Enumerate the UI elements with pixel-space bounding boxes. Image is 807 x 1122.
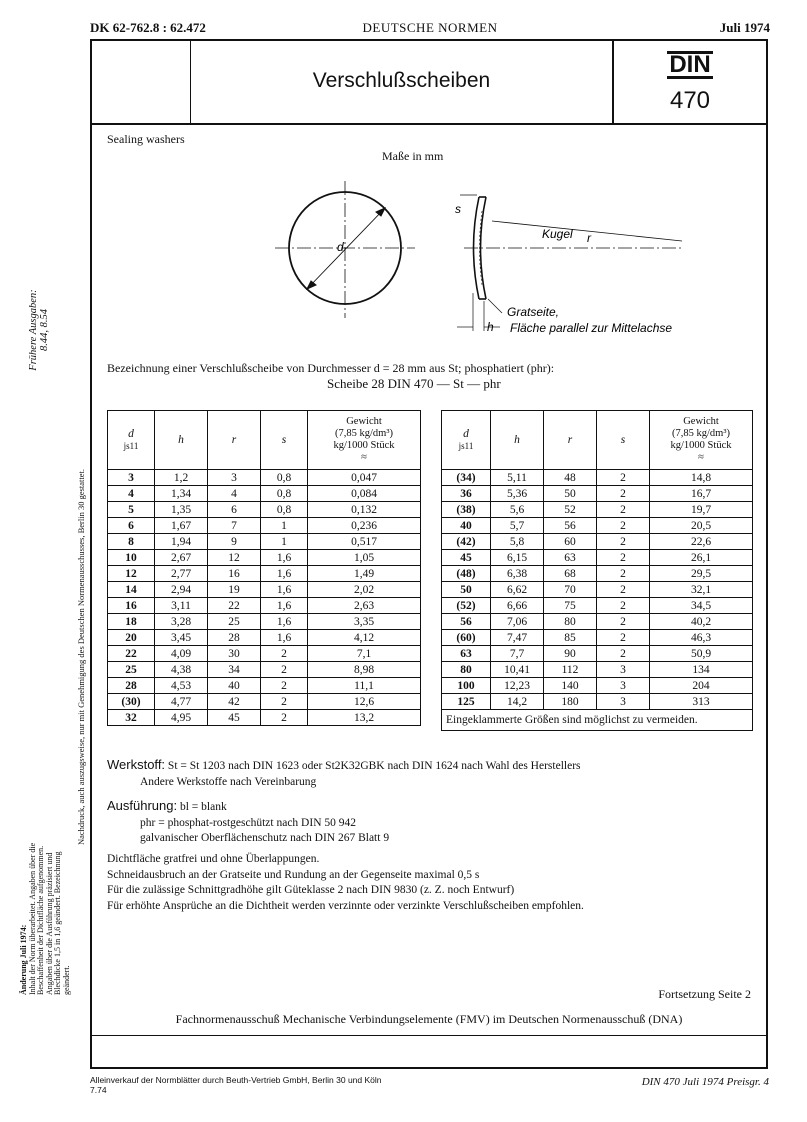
cell-d: 32 xyxy=(108,710,155,726)
cell-weight: 14,8 xyxy=(650,470,753,486)
cell-h: 6,15 xyxy=(491,550,544,566)
cell-r: 34 xyxy=(208,662,261,678)
cell-s: 2 xyxy=(597,582,650,598)
cell-r: 28 xyxy=(208,630,261,646)
cell-d: 28 xyxy=(108,678,155,694)
english-title: Sealing washers xyxy=(107,132,185,146)
cell-r: 45 xyxy=(208,710,261,726)
cell-s: 2 xyxy=(597,534,650,550)
cell-h: 7,47 xyxy=(491,630,544,646)
cell-weight: 7,1 xyxy=(308,646,421,662)
cell-d: 5 xyxy=(108,502,155,518)
cell-s: 2 xyxy=(261,662,308,678)
cell-weight: 12,6 xyxy=(308,694,421,710)
cell-d: (34) xyxy=(442,470,491,486)
cell-h: 4,77 xyxy=(155,694,208,710)
cell-weight: 20,5 xyxy=(650,518,753,534)
cell-weight: 40,2 xyxy=(650,614,753,630)
cell-r: 52 xyxy=(544,502,597,518)
cell-r: 48 xyxy=(544,470,597,486)
cell-r: 16 xyxy=(208,566,261,582)
cell-r: 60 xyxy=(544,534,597,550)
cell-d: (42) xyxy=(442,534,491,550)
cell-weight: 3,35 xyxy=(308,614,421,630)
cell-weight: 8,98 xyxy=(308,662,421,678)
cell-s: 2 xyxy=(597,502,650,518)
cell-d: 45 xyxy=(442,550,491,566)
cell-r: 12 xyxy=(208,550,261,566)
designation-line2: Scheibe 28 DIN 470 — St — phr xyxy=(327,376,501,391)
cell-h: 7,7 xyxy=(491,646,544,662)
table-row xyxy=(442,694,753,710)
cell-d: 100 xyxy=(442,678,491,694)
cell-weight: 2,63 xyxy=(308,598,421,614)
cell-s: 1,6 xyxy=(261,566,308,582)
cell-weight: 313 xyxy=(650,694,753,710)
units-note: Maße in mm xyxy=(382,149,444,163)
cell-r: 85 xyxy=(544,630,597,646)
cell-h: 1,94 xyxy=(155,534,208,550)
din-badge xyxy=(614,51,766,115)
cell-d: 125 xyxy=(442,694,491,710)
cell-s: 2 xyxy=(597,566,650,582)
cell-s: 1,6 xyxy=(261,550,308,566)
col-s: s xyxy=(281,434,287,446)
cell-d: 3 xyxy=(108,470,155,486)
cell-weight: 19,7 xyxy=(650,502,753,518)
cell-r: 68 xyxy=(544,566,597,582)
title-block xyxy=(92,41,766,125)
din-number: 470 xyxy=(669,87,711,114)
issue-date: Juli 1974 xyxy=(719,20,770,35)
cell-weight: 0,517 xyxy=(308,534,421,550)
table-row xyxy=(442,550,753,566)
cell-r: 22 xyxy=(208,598,261,614)
cell-s: 0,8 xyxy=(261,486,308,502)
col-h: h xyxy=(178,434,184,446)
page-title: Verschlußscheiben xyxy=(312,69,491,92)
cell-s: 2 xyxy=(597,598,650,614)
cell-weight: 34,5 xyxy=(650,598,753,614)
cell-s: 2 xyxy=(261,646,308,662)
cell-weight: 26,1 xyxy=(650,550,753,566)
cell-h: 4,09 xyxy=(155,646,208,662)
cell-h: 4,38 xyxy=(155,662,208,678)
cell-s: 2 xyxy=(261,694,308,710)
cell-d: 14 xyxy=(108,582,155,598)
table-row xyxy=(108,630,421,646)
cell-r: 112 xyxy=(544,662,597,678)
table-row xyxy=(442,614,753,630)
cell-h: 6,62 xyxy=(491,582,544,598)
designation-line1: Bezeichnung einer Verschlußscheibe von Durchmesser d = 28 mm aus St; phosphatiert (phr): xyxy=(107,361,555,375)
cell-s: 2 xyxy=(597,518,650,534)
cell-weight: 4,12 xyxy=(308,630,421,646)
cell-r: 80 xyxy=(544,614,597,630)
cell-s: 1 xyxy=(261,534,308,550)
col-d: d js11 xyxy=(108,411,155,470)
table-row xyxy=(442,534,753,550)
cell-d: 56 xyxy=(442,614,491,630)
cell-s: 1,6 xyxy=(261,614,308,630)
cell-s: 2 xyxy=(597,646,650,662)
cell-s: 0,8 xyxy=(261,470,308,486)
cell-d: (30) xyxy=(108,694,155,710)
cell-weight: 16,7 xyxy=(650,486,753,502)
document-header xyxy=(90,20,770,38)
cell-r: 30 xyxy=(208,646,261,662)
cell-weight: 1,05 xyxy=(308,550,421,566)
table-row xyxy=(442,678,753,694)
table-row xyxy=(108,502,421,518)
cell-h: 5,11 xyxy=(491,470,544,486)
cell-h: 2,94 xyxy=(155,582,208,598)
dimension-table-left xyxy=(107,410,421,726)
cell-weight: 29,5 xyxy=(650,566,753,582)
dimension-table-right: d js11 h r s Gewicht (7,85 kg/dm³) kg/1000 Stück ≈ (34) 5,11 48 2 14,8 36 5,36 50 2 16,7 (38) 5,6 52 2 19,7 40 5,7 56 2 20,5 (42) 5,8 60 2 22,6 45 6,15 63 2 26,1 (48) 6,38 68 2 29,5 50 6,62 70 2 32,1 (52) 6,66 75 2 34,5 56 7,06 80 2 40,2 (60) 7,47 85 2 46,3 63 7,7 90 2 50,9 80 10,41 112 3 134 100 12,23 140 3 204 125 14,2 180 3 313 Eingeklammerte Größen sind möglichst zu vermeiden. xyxy=(441,410,753,731)
cell-h: 6,38 xyxy=(491,566,544,582)
continuation-note: Fortsetzung Seite 2 xyxy=(658,987,751,1001)
col-weight: Gewicht (7,85 kg/dm³) kg/1000 Stück ≈ xyxy=(308,411,421,470)
cell-r: 25 xyxy=(208,614,261,630)
din-label: DIN xyxy=(669,51,711,78)
cell-r: 140 xyxy=(544,678,597,694)
cell-d: 50 xyxy=(442,582,491,598)
cell-r: 50 xyxy=(544,486,597,502)
footer-right: DIN 470 Juli 1974 Preisgr. 4 xyxy=(641,1076,769,1088)
cell-d: 18 xyxy=(108,614,155,630)
label-h: h xyxy=(487,320,494,334)
table-row xyxy=(108,662,421,678)
cell-r: 42 xyxy=(208,694,261,710)
cell-d: 40 xyxy=(442,518,491,534)
cell-weight: 1,49 xyxy=(308,566,421,582)
table-row xyxy=(108,678,421,694)
washer-drawing xyxy=(252,181,722,351)
cell-h: 7,06 xyxy=(491,614,544,630)
footer-left: Alleinverkauf der Normblätter durch Beuth-Vertrieb GmbH, Berlin 30 und Köln 7.74 xyxy=(90,1075,382,1095)
cell-h: 2,67 xyxy=(155,550,208,566)
label-s: s xyxy=(455,202,461,216)
cell-d: (52) xyxy=(442,598,491,614)
table-row xyxy=(442,518,753,534)
table-row xyxy=(108,534,421,550)
label-d: d xyxy=(337,240,344,254)
table-row xyxy=(442,630,753,646)
table-row xyxy=(442,502,753,518)
notes-block: Dichtfläche gratfrei und ohne Überlappungen. Schneidausbruch an der Gratseite und Rundung an der Gegenseite maximal 0,5 s Für die zulässige Schnittgradhöhe gilt Güteklasse 2 nach DIN 9830 (z. Z. noch Entwurf) Für erhöhte Ansprüche an die Dichtheit werden verzinnte oder verzinkte Verschlußscheiben empfohlen. xyxy=(107,853,584,912)
cell-weight: 22,6 xyxy=(650,534,753,550)
publisher-title: DEUTSCHE NORMEN xyxy=(362,20,498,35)
table-row xyxy=(108,646,421,662)
cell-weight: 0,132 xyxy=(308,502,421,518)
cell-s: 1,6 xyxy=(261,630,308,646)
reprint-notice: Nachdruck, auch auszugsweise, nur mit Genehmigung des Deutschen Normenausschusses, Berlin 30 gestattet. xyxy=(76,468,86,845)
cell-weight: 46,3 xyxy=(650,630,753,646)
cell-r: 70 xyxy=(544,582,597,598)
cell-d: 16 xyxy=(108,598,155,614)
cell-weight: 0,047 xyxy=(308,470,421,486)
cell-s: 0,8 xyxy=(261,502,308,518)
cell-d: (60) xyxy=(442,630,491,646)
cell-weight: 13,2 xyxy=(308,710,421,726)
cell-s: 3 xyxy=(597,678,650,694)
table-row xyxy=(108,598,421,614)
cell-d: 8 xyxy=(108,534,155,550)
label-gratseite: Gratseite, xyxy=(507,305,560,319)
table-row xyxy=(108,614,421,630)
cell-d: 25 xyxy=(108,662,155,678)
cell-weight: 0,084 xyxy=(308,486,421,502)
label-kugel: Kugel xyxy=(542,227,573,241)
cell-d: (48) xyxy=(442,566,491,582)
table-row xyxy=(108,694,421,710)
cell-h: 4,95 xyxy=(155,710,208,726)
cell-d: 12 xyxy=(108,566,155,582)
cell-h: 4,53 xyxy=(155,678,208,694)
cell-d: 80 xyxy=(442,662,491,678)
cell-h: 3,45 xyxy=(155,630,208,646)
cell-weight: 2,02 xyxy=(308,582,421,598)
cell-r: 9 xyxy=(208,534,261,550)
table-row xyxy=(442,662,753,678)
cell-r: 90 xyxy=(544,646,597,662)
cell-h: 1,67 xyxy=(155,518,208,534)
cell-s: 2 xyxy=(261,678,308,694)
cell-h: 1,35 xyxy=(155,502,208,518)
cell-r: 40 xyxy=(208,678,261,694)
cell-weight: 50,9 xyxy=(650,646,753,662)
table-row xyxy=(442,486,753,502)
cell-r: 6 xyxy=(208,502,261,518)
table-row xyxy=(108,582,421,598)
cell-h: 12,23 xyxy=(491,678,544,694)
cell-h: 1,34 xyxy=(155,486,208,502)
cell-h: 6,66 xyxy=(491,598,544,614)
cell-d: (38) xyxy=(442,502,491,518)
cell-h: 14,2 xyxy=(491,694,544,710)
cell-h: 2,77 xyxy=(155,566,208,582)
cell-s: 2 xyxy=(597,550,650,566)
table-row xyxy=(108,550,421,566)
cell-r: 4 xyxy=(208,486,261,502)
cell-r: 56 xyxy=(544,518,597,534)
cell-d: 20 xyxy=(108,630,155,646)
cell-s: 2 xyxy=(261,710,308,726)
table-row xyxy=(442,598,753,614)
table-row xyxy=(108,710,421,726)
table-row xyxy=(442,470,753,486)
cell-r: 19 xyxy=(208,582,261,598)
table-row xyxy=(442,566,753,582)
table-row xyxy=(108,518,421,534)
cell-weight: 0,236 xyxy=(308,518,421,534)
cell-weight: 11,1 xyxy=(308,678,421,694)
cell-s: 2 xyxy=(597,614,650,630)
table-note: Eingeklammerte Größen sind möglichst zu vermeiden. xyxy=(442,710,753,731)
cell-s: 2 xyxy=(597,630,650,646)
label-r: r xyxy=(587,231,591,245)
table-row xyxy=(442,582,753,598)
cell-h: 1,2 xyxy=(155,470,208,486)
cell-weight: 204 xyxy=(650,678,753,694)
cell-h: 3,11 xyxy=(155,598,208,614)
table-row xyxy=(108,486,421,502)
table-row xyxy=(108,470,421,486)
cell-s: 1,6 xyxy=(261,598,308,614)
cell-d: 63 xyxy=(442,646,491,662)
previous-editions: Frühere Ausgaben: 8.44, 8.54 xyxy=(28,289,50,371)
cell-d: 22 xyxy=(108,646,155,662)
label-flaeche: Fläche parallel zur Mittelachse xyxy=(510,321,673,335)
cell-d: 10 xyxy=(108,550,155,566)
cell-d: 36 xyxy=(442,486,491,502)
cell-r: 3 xyxy=(208,470,261,486)
cell-h: 10,41 xyxy=(491,662,544,678)
cell-d: 6 xyxy=(108,518,155,534)
cell-h: 5,8 xyxy=(491,534,544,550)
cell-r: 180 xyxy=(544,694,597,710)
cell-s: 2 xyxy=(597,470,650,486)
cell-d: 4 xyxy=(108,486,155,502)
dk-number: DK 62-762.8 : 62.472 xyxy=(90,20,206,35)
cell-s: 3 xyxy=(597,694,650,710)
cell-r: 75 xyxy=(544,598,597,614)
cell-h: 3,28 xyxy=(155,614,208,630)
cell-s: 1 xyxy=(261,518,308,534)
table-row xyxy=(442,646,753,662)
cell-h: 5,6 xyxy=(491,502,544,518)
cell-h: 5,36 xyxy=(491,486,544,502)
change-note: Änderung Juli 1974: Inhalt der Norm überarbeitet. Angaben über die Beschaffenheit der Dichtfläche aufgenommen. Angaben über die Ausführung präzisiert und Blechdicke 1,5 in 1,6 geändert. Bezeichnung geändert. xyxy=(19,842,71,995)
col-r: r xyxy=(231,434,237,446)
ausfuehrung-block: Ausführung: bl = blank phr = phosphat-rostgeschützt nach DIN 50 942 galvanischer Oberflächenschutz nach DIN 267 Blatt 9 xyxy=(107,798,390,844)
cell-s: 3 xyxy=(597,662,650,678)
table-row xyxy=(108,566,421,582)
werkstoff-block: Werkstoff: St = St 1203 nach DIN 1623 oder St2K32GBK nach DIN 1624 nach Wahl des Herstellers Andere Werkstoffe nach Vereinbarung xyxy=(107,757,581,788)
cell-r: 63 xyxy=(544,550,597,566)
committee: Fachnormenausschuß Mechanische Verbindungselemente (FMV) im Deutschen Normenausschuß (DNA) xyxy=(175,1012,683,1026)
cell-h: 5,7 xyxy=(491,518,544,534)
cell-weight: 134 xyxy=(650,662,753,678)
cell-r: 7 xyxy=(208,518,261,534)
cell-weight: 32,1 xyxy=(650,582,753,598)
page-frame xyxy=(90,39,768,1069)
cell-s: 2 xyxy=(597,486,650,502)
cell-s: 1,6 xyxy=(261,582,308,598)
